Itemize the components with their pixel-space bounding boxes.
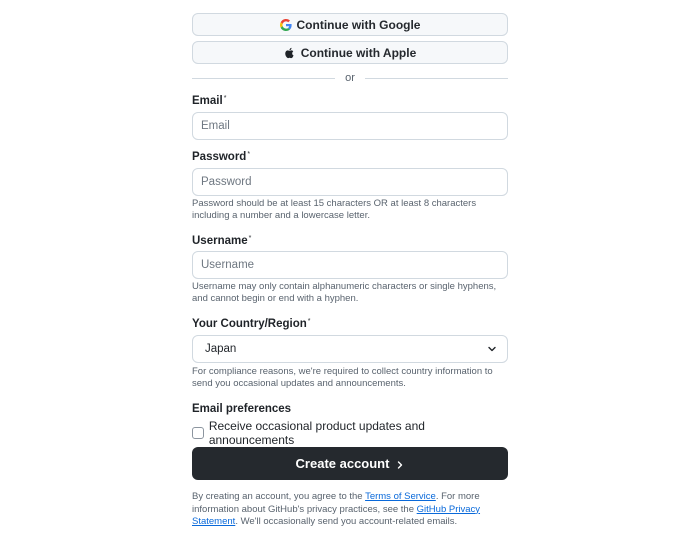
apple-button-label: Continue with Apple (300, 45, 417, 60)
country-label (192, 318, 311, 330)
email-label (192, 95, 226, 107)
divider-line (365, 78, 508, 79)
required-marker: * (247, 151, 251, 158)
create-account-button[interactable] (192, 447, 508, 480)
chevron-right-icon (396, 460, 404, 470)
apple-logo-icon (284, 47, 296, 59)
create-account-label: Create account (295, 456, 390, 471)
required-marker: * (307, 318, 311, 325)
required-marker: * (223, 95, 227, 102)
updates-checkbox[interactable] (192, 427, 204, 439)
footer-text-2: . For more information about GitHub's privacy practices, see the (192, 491, 480, 515)
continue-with-apple-button[interactable] (192, 41, 508, 64)
legal-footer (192, 491, 508, 529)
continue-with-google-button[interactable] (192, 13, 508, 36)
updates-checkbox-label: Receive occasional product updates and announcements (208, 419, 425, 447)
country-label-text: Your Country/Region (192, 318, 307, 330)
password-field[interactable] (192, 168, 508, 196)
username-label-text: Username (192, 235, 248, 247)
password-label (192, 151, 250, 163)
required-marker: * (248, 235, 252, 242)
email-field[interactable] (192, 112, 508, 140)
privacy-statement-link[interactable]: GitHub Privacy Statement (192, 503, 481, 527)
password-hint: Password should be at least 15 characters OR at least 8 characters including a number and a lowercase letter. (192, 198, 477, 221)
country-hint: For compliance reasons, we're required to collect country information to send you occasional updates and announcements. (192, 366, 493, 389)
email-preferences-option[interactable] (192, 419, 508, 447)
google-g-icon (280, 19, 292, 31)
divider-line (192, 78, 335, 79)
google-button-label: Continue with Google (296, 17, 421, 32)
footer-text-1: By creating an account, you agree to the (192, 491, 366, 502)
username-label (192, 235, 251, 247)
password-label-text: Password (192, 151, 247, 163)
or-divider (192, 71, 508, 85)
footer-text-3: . We'll occasionally send you account-related emails. (235, 516, 458, 527)
chevron-down-icon (487, 344, 497, 354)
terms-of-service-link[interactable]: Terms of Service (365, 491, 436, 502)
divider-text: or (345, 72, 355, 84)
email-preferences-heading: Email preferences (192, 403, 292, 415)
username-field[interactable] (192, 251, 508, 279)
country-selected-value: Japan (205, 343, 237, 355)
country-select[interactable] (192, 335, 508, 363)
email-label-text: Email (192, 95, 223, 107)
username-hint: Username may only contain alphanumeric characters or single hyphens, and cannot begin or end with a hyphen. (192, 281, 497, 304)
